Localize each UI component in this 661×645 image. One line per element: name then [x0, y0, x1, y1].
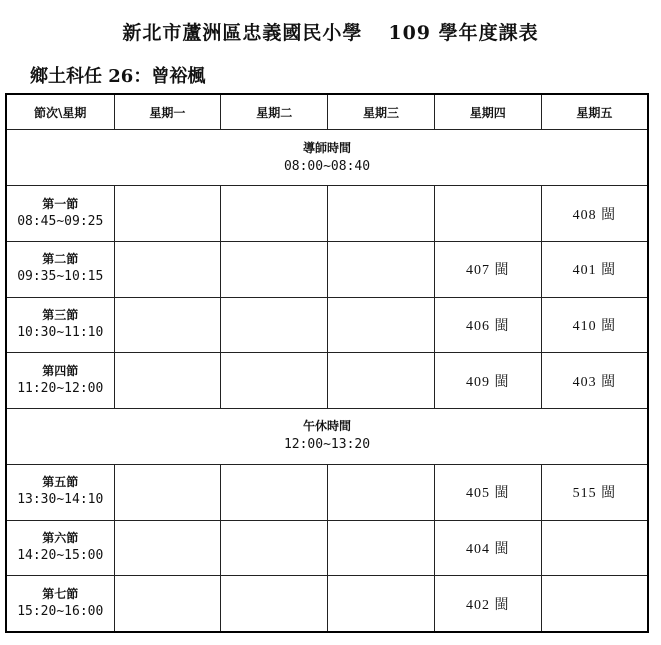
period-name: 第一節	[42, 196, 79, 211]
period-cell	[6, 241, 114, 297]
class-cell	[328, 464, 435, 520]
period-cell	[6, 353, 114, 409]
break-label: 午休時間	[302, 419, 351, 434]
class-cell	[328, 353, 435, 409]
header-row	[6, 94, 648, 130]
lunch-break	[6, 409, 648, 465]
period-time: 10:30~11:10	[17, 324, 104, 340]
day-header-thu: 星期四	[434, 94, 541, 130]
period-time: 11:20~12:00	[17, 380, 104, 396]
break-row	[6, 130, 648, 186]
period-time: 09:35~10:15	[17, 269, 104, 285]
class-cell: 409 閩	[434, 353, 541, 409]
day-header-mon: 星期一	[114, 94, 221, 130]
period-name: 第五節	[42, 475, 79, 490]
class-cell	[434, 186, 541, 242]
class-cell: 515 閩	[541, 464, 648, 520]
class-cell: 403 閩	[541, 353, 648, 409]
period-cell	[6, 464, 114, 520]
class-cell	[541, 520, 648, 576]
homeroom-break	[6, 130, 648, 186]
class-cell	[114, 353, 221, 409]
period-row	[6, 297, 648, 353]
teacher-subtitle: 鄉土科任 26：曾裕楓	[30, 66, 206, 87]
period-name: 第二節	[42, 252, 79, 267]
class-cell	[221, 576, 328, 632]
period-cell	[6, 297, 114, 353]
class-cell	[114, 297, 221, 353]
class-cell: 401 閩	[541, 241, 648, 297]
break-time: 08:00~08:40	[283, 158, 371, 174]
period-cell	[6, 186, 114, 242]
class-cell	[328, 520, 435, 576]
class-cell	[221, 464, 328, 520]
class-cell	[328, 576, 435, 632]
period-time: 15:20~16:00	[17, 603, 104, 619]
period-row	[6, 186, 648, 242]
period-time: 13:30~14:10	[17, 492, 104, 508]
period-time: 08:45~09:25	[17, 213, 104, 229]
period-name: 第三節	[42, 307, 79, 322]
period-row	[6, 520, 648, 576]
period-name: 第四節	[42, 363, 79, 378]
class-cell: 407 閩	[434, 241, 541, 297]
period-row	[6, 353, 648, 409]
class-cell	[221, 353, 328, 409]
class-cell: 406 閩	[434, 297, 541, 353]
break-time: 12:00~13:20	[283, 437, 371, 453]
class-cell: 408 閩	[541, 186, 648, 242]
period-row	[6, 241, 648, 297]
class-cell	[221, 186, 328, 242]
class-cell	[114, 186, 221, 242]
class-cell	[221, 241, 328, 297]
period-row	[6, 576, 648, 632]
class-cell	[114, 464, 221, 520]
class-cell	[328, 241, 435, 297]
class-cell	[328, 297, 435, 353]
class-cell	[114, 241, 221, 297]
class-cell: 405 閩	[434, 464, 541, 520]
school-name: 新北市蘆洲區忠義國民小學	[122, 22, 363, 44]
period-row	[6, 464, 648, 520]
page-title	[0, 18, 661, 45]
class-cell	[114, 576, 221, 632]
period-cell	[6, 576, 114, 632]
timetable	[5, 93, 649, 633]
day-header-wed: 星期三	[328, 94, 435, 130]
break-label: 導師時間	[302, 140, 351, 155]
break-row	[6, 409, 648, 465]
class-cell: 410 閩	[541, 297, 648, 353]
period-name: 第六節	[42, 530, 79, 545]
class-cell	[328, 186, 435, 242]
day-header-tue: 星期二	[221, 94, 328, 130]
afternoon-periods	[6, 464, 648, 632]
class-cell: 402 閩	[434, 576, 541, 632]
morning-periods	[6, 186, 648, 409]
class-cell	[221, 297, 328, 353]
period-cell	[6, 520, 114, 576]
class-cell	[221, 520, 328, 576]
class-cell	[541, 576, 648, 632]
day-header-fri: 星期五	[541, 94, 648, 130]
class-cell: 404 閩	[434, 520, 541, 576]
period-name: 第七節	[42, 586, 79, 601]
corner-cell: 節次\星期	[6, 94, 114, 130]
class-cell	[114, 520, 221, 576]
school-year: 109 學年度課表	[388, 22, 539, 44]
period-time: 14:20~15:00	[17, 547, 104, 563]
